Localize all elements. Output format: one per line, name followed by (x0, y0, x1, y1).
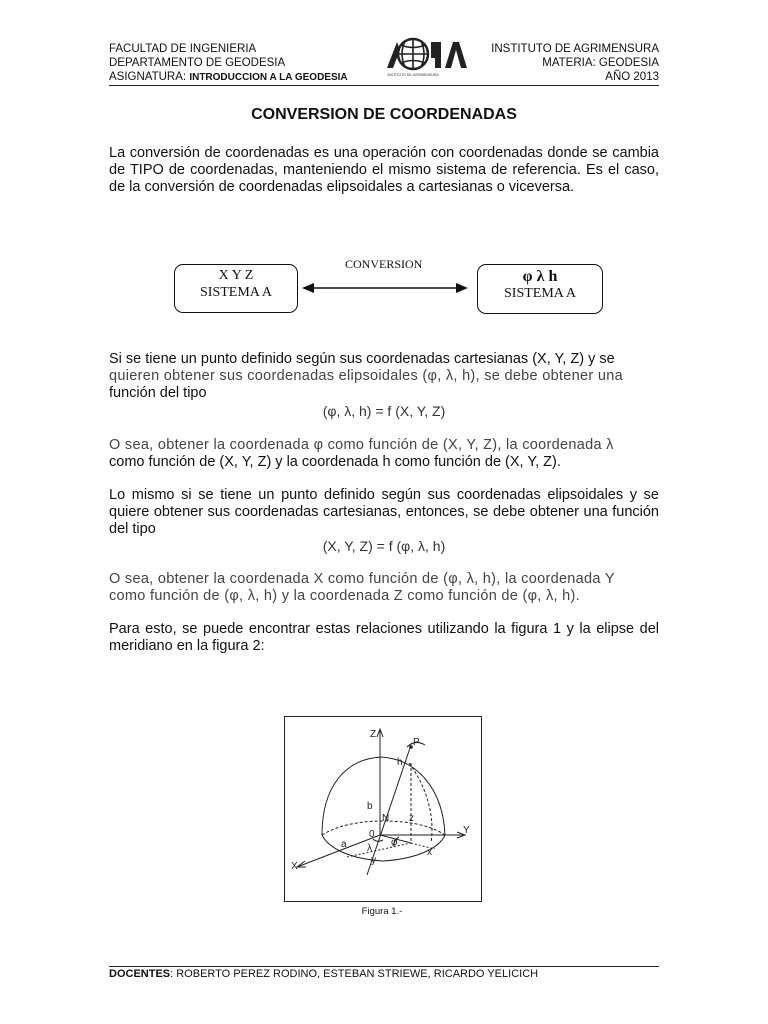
ellipsoidal-system: SISTEMA A (504, 286, 576, 301)
label-n: N (382, 813, 390, 824)
label-y-small: y (371, 855, 376, 866)
cartesian-coords: X Y Z (218, 268, 254, 283)
equation-1: (φ, λ, h) = f (X, Y, Z) (322, 403, 446, 419)
institute-name: INSTITUTO DE AGRIMENSURA (491, 43, 659, 55)
ellipsoidal-coords: φ λ h (522, 268, 558, 285)
label-z-small: z (409, 813, 414, 824)
paragraph-explanation-2: O sea, obtener la coordenada X como función de (φ, λ, h), la coordenada Y como función de (φ, λ, h) y la coordenada Z como función de (φ, λ, h). (109, 571, 615, 604)
footer-names: : ROBERTO PEREZ RODINO, ESTEBAN STRIEWE, RICARDO YELICICH (170, 968, 539, 980)
cartesian-system: SISTEMA A (200, 285, 272, 300)
ellipsoidal-box (477, 264, 603, 314)
header-right (491, 42, 659, 84)
subject-name: INTRODUCCION A LA GEODESIA (189, 72, 348, 83)
label-point-p: P (413, 737, 420, 748)
logo-caption: INSTITUTO DE AGRIMENSURA (387, 73, 439, 77)
page-title: CONVERSION DE COORDENADAS (251, 106, 517, 123)
header-left (109, 42, 348, 85)
footer-divider (109, 966, 659, 967)
label-lambda: λ (367, 843, 372, 854)
label-phi: φ (391, 837, 398, 848)
label-a: a (341, 839, 347, 850)
paragraph-cart-to-ellip: Si se tiene un punto definido según sus coordenadas cartesianas (X, Y, Z) y se quieren obtener sus coordenadas elipsoidales (φ, λ, h), se debe obtener una función del tipo (109, 351, 623, 401)
department-name: DEPARTAMENTO DE GEODESIA (109, 57, 286, 69)
institute-logo (377, 36, 477, 78)
ellipsoid-diagram (285, 717, 481, 901)
cartesian-box (174, 264, 298, 313)
figure-1 (284, 716, 482, 902)
intro-paragraph: La conversión de coordenadas es una operación con coordenadas donde se cambia de TIPO de coordenadas, manteniendo el mismo sistema de referencia. Es el caso, de la conversión de coordenadas elipsoidales a cartesianas o viceversa. (109, 145, 659, 195)
course-name: MATERIA: GEODESIA (542, 57, 659, 69)
page-header (109, 42, 659, 84)
label-y-axis: Y (463, 825, 470, 836)
label-x-small: x (427, 847, 432, 858)
label-h: h (397, 757, 403, 768)
label-z-axis: Z (370, 729, 377, 740)
figure-1-caption: Figura 1.- (361, 906, 403, 917)
course-year: AÑO 2013 (605, 71, 659, 83)
subject-line: ASIGNATURA: INTRODUCCION A LA GEODESIA (109, 71, 348, 83)
paragraph-ellip-to-cart: Lo mismo si se tiene un punto definido según sus coordenadas elipsoidales y se quiere obtener sus coordenadas cartesianas, entonces, se debe obtener una función del tipo (109, 487, 659, 537)
page-footer (109, 968, 538, 980)
conversion-label: CONVERSION (345, 257, 423, 271)
equation-2: (X, Y, Z) = f (φ, λ, h) (322, 538, 446, 554)
conversion-arrow (300, 280, 470, 296)
label-x-axis: X (291, 861, 298, 872)
footer-label: DOCENTES (109, 968, 171, 980)
faculty-name: FACULTAD DE INGENIERIA (109, 43, 257, 55)
header-divider (109, 85, 659, 86)
label-b: b (367, 801, 373, 812)
paragraph-figures-intro: Para esto, se puede encontrar estas relaciones utilizando la figura 1 y la elipse del meridiano en la figura 2: (109, 621, 659, 654)
label-origin: 0 (369, 829, 375, 840)
paragraph-explanation-1: O sea, obtener la coordenada φ como función de (X, Y, Z), la coordenada λ como función de (X, Y, Z) y la coordenada h como función de (X, Y, Z). (109, 437, 614, 470)
